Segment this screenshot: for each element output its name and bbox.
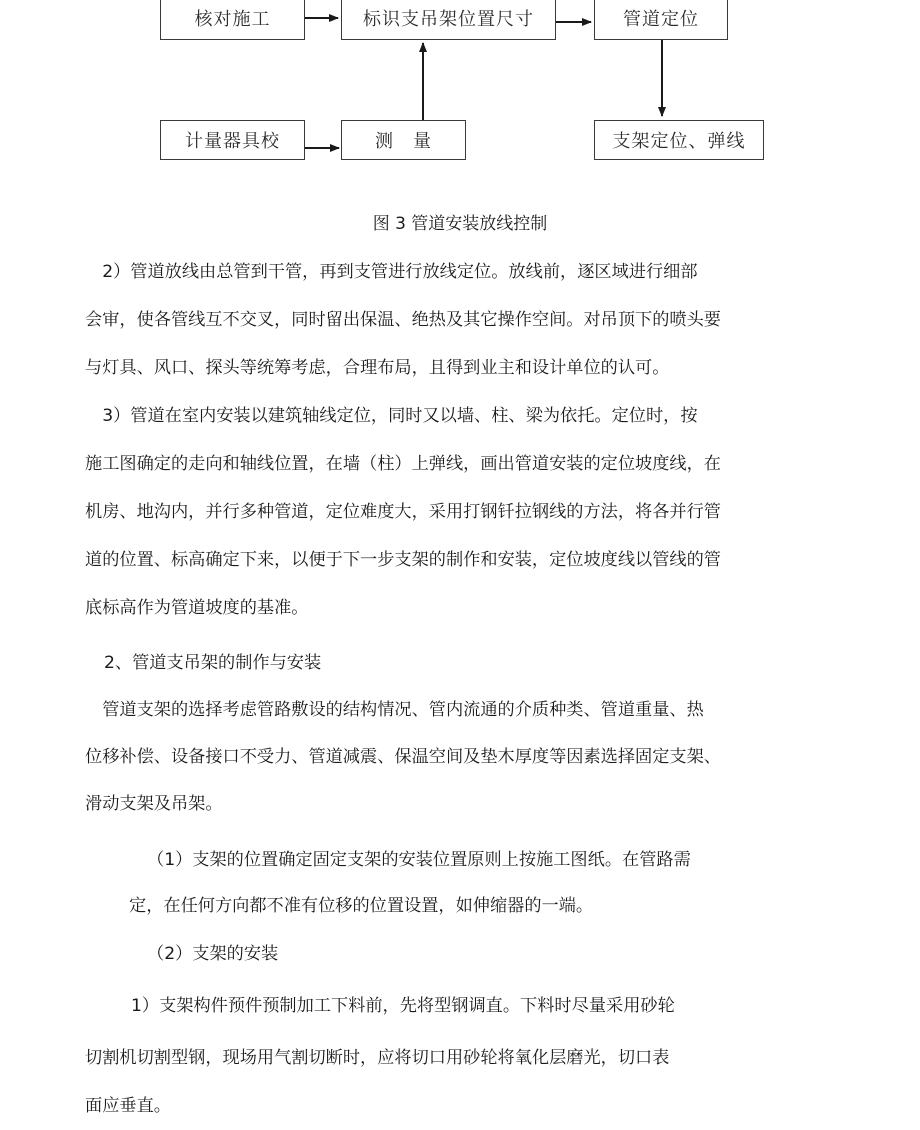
body-line: 面应垂直。	[85, 1096, 171, 1116]
body-line: 机房、地沟内，并行多种管道，定位难度大，采用打钢钎拉钢线的方法，将各并行管	[85, 502, 721, 522]
body-line: 道的位置、标高确定下来，以便于下一步支架的制作和安装，定位坡度线以管线的管	[85, 550, 721, 570]
flow-box-calibrate: 计量器具校	[160, 120, 305, 160]
body-line: 2）管道放线由总管到干管，再到支管进行放线定位。放线前，逐区域进行细部	[85, 262, 698, 282]
section-heading: 2、管道支吊架的制作与安装	[104, 653, 322, 673]
flow-box-measure: 测 量	[341, 120, 466, 160]
subsection-heading: （2）支架的安装	[147, 944, 279, 964]
body-line: 滑动支架及吊架。	[85, 794, 223, 814]
flow-box-position: 管道定位	[594, 0, 728, 40]
body-line: 与灯具、风口、探头等统筹考虑，合理布局，且得到业主和设计单位的认可。	[85, 358, 670, 378]
body-line: 切割机切割型钢，现场用气割切断时，应将切口用砂轮将氧化层磨光，切口表	[85, 1048, 670, 1068]
flow-box-mark: 标识支吊架位置尺寸	[341, 0, 556, 40]
body-line: 定，在任何方向都不准有位移的位置设置，如伸缩器的一端。	[129, 896, 594, 916]
body-line: 1）支架构件预件预制加工下料前，先将型钢调直。下料时尽量采用砂轮	[131, 996, 675, 1016]
flow-box-verify: 核对施工	[160, 0, 305, 40]
body-line: 会审，使各管线互不交叉，同时留出保温、绝热及其它操作空间。对吊顶下的喷头要	[85, 310, 721, 330]
flow-box-support: 支架定位、弹线	[594, 120, 764, 160]
body-line: （1）支架的位置确定固定支架的安装位置原则上按施工图纸。在管路需	[147, 850, 691, 870]
body-line: 施工图确定的走向和轴线位置，在墙（柱）上弹线，画出管道安装的定位坡度线，在	[85, 454, 721, 474]
body-line: 位移补偿、设备接口不受力、管道减震、保温空间及垫木厚度等因素选择固定支架、	[85, 747, 721, 767]
body-line: 管道支架的选择考虑管路敷设的结构情况、管内流通的介质种类、管道重量、热	[85, 700, 704, 720]
body-line: 3）管道在室内安装以建筑轴线定位，同时又以墙、柱、梁为依托。定位时，按	[85, 406, 698, 426]
body-line: 底标高作为管道坡度的基准。	[85, 598, 309, 618]
figure-caption: 图 3 管道安装放线控制	[372, 214, 548, 234]
